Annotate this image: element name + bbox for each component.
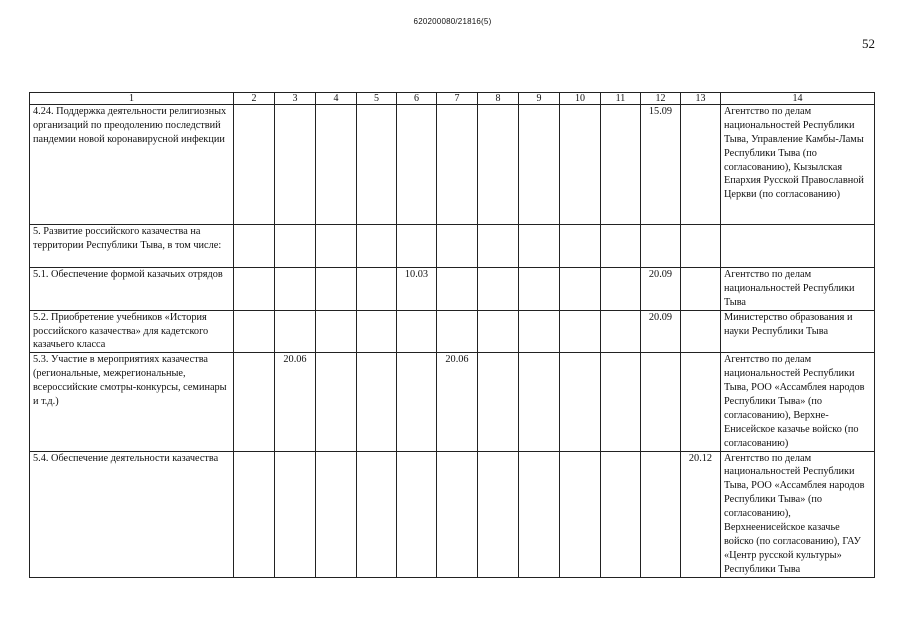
- date-cell: [397, 310, 437, 353]
- page-number: 52: [862, 36, 875, 51]
- column-header: 7: [437, 93, 478, 105]
- column-header: 5: [357, 93, 397, 105]
- date-cell: [437, 268, 478, 311]
- date-cell: 10.03: [397, 268, 437, 311]
- responsible-cell: Министерство образования и науки Республики Тыва: [721, 310, 875, 353]
- date-cell: [275, 310, 316, 353]
- date-cell: [275, 105, 316, 225]
- column-header: 9: [519, 93, 560, 105]
- activity-cell: 5.1. Обеспечение формой казачьих отрядов: [30, 268, 234, 311]
- date-cell: [397, 451, 437, 577]
- document-id: 620200080/21816(5): [413, 17, 492, 26]
- column-header: 8: [478, 93, 519, 105]
- responsible-cell: Агентство по делам национальностей Республики Тыва: [721, 268, 875, 311]
- date-cell: [397, 353, 437, 451]
- date-cell: [681, 310, 721, 353]
- date-cell: [641, 225, 681, 268]
- date-cell: 20.06: [437, 353, 478, 451]
- activity-cell: 5. Развитие российского казачества на территории Республики Тыва, в том числе:: [30, 225, 234, 268]
- activity-cell: 4.24. Поддержка деятельности религиозных организаций по преодолению последствий пандемии новой коронавирусной инфекции: [30, 105, 234, 225]
- date-cell: [681, 225, 721, 268]
- column-number-row: [30, 93, 875, 105]
- plan-table: [29, 92, 875, 578]
- date-cell: [681, 353, 721, 451]
- column-header: 10: [560, 93, 601, 105]
- date-cell: [681, 268, 721, 311]
- responsible-cell: Агентство по делам национальностей Республики Тыва, Управление Камбы-Ламы Республики Тыва (по согласованию), Кызылская Епархия Русской Православной Церкви (по согласованию): [721, 105, 875, 225]
- date-cell: [681, 105, 721, 225]
- date-cell: 20.12: [681, 451, 721, 577]
- responsible-cell: [721, 225, 875, 268]
- column-header: 11: [601, 93, 641, 105]
- column-header: 4: [316, 93, 357, 105]
- date-cell: [437, 225, 478, 268]
- column-header: 13: [681, 93, 721, 105]
- date-cell: [275, 451, 316, 577]
- date-cell: [437, 310, 478, 353]
- date-cell: 20.09: [641, 268, 681, 311]
- table-row: [30, 310, 875, 353]
- date-cell: [437, 105, 478, 225]
- column-header: 3: [275, 93, 316, 105]
- date-cell: 20.06: [275, 353, 316, 451]
- column-header: 1: [30, 93, 234, 105]
- responsible-cell: Агентство по делам национальностей Республики Тыва, РОО «Ассамблея народов Республики Тыва» (по согласованию), Верхнеенисейское казачье войско (по согласованию), ГАУ «Центр русской культуры» Республики Тыва: [721, 451, 875, 577]
- table-row: [30, 105, 875, 225]
- date-cell: [275, 268, 316, 311]
- date-cell: [641, 353, 681, 451]
- activity-cell: 5.2. Приобретение учебников «История российского казачества» для кадетского казачьего класса: [30, 310, 234, 353]
- table-row: [30, 268, 875, 311]
- table-row: [30, 451, 875, 577]
- date-cell: [641, 451, 681, 577]
- date-cell: [437, 451, 478, 577]
- date-cell: [397, 225, 437, 268]
- activity-cell: 5.4. Обеспечение деятельности казачества: [30, 451, 234, 577]
- column-header: 12: [641, 93, 681, 105]
- table-row: [30, 225, 875, 268]
- column-header: 2: [234, 93, 275, 105]
- date-cell: 15.09: [641, 105, 681, 225]
- activity-cell: 5.3. Участие в мероприятиях казачества (региональные, межрегиональные, всероссийские смотры-конкурсы, семинары и т.д.): [30, 353, 234, 451]
- date-cell: [275, 225, 316, 268]
- column-header: 14: [721, 93, 875, 105]
- responsible-cell: Агентство по делам национальностей Республики Тыва, РОО «Ассамблея народов Республики Тыва» (по согласованию), Верхне-Енисейское казачье войско (по согласованию): [721, 353, 875, 451]
- date-cell: 20.09: [641, 310, 681, 353]
- table-row: [30, 353, 875, 451]
- date-cell: [397, 105, 437, 225]
- column-header: 6: [397, 93, 437, 105]
